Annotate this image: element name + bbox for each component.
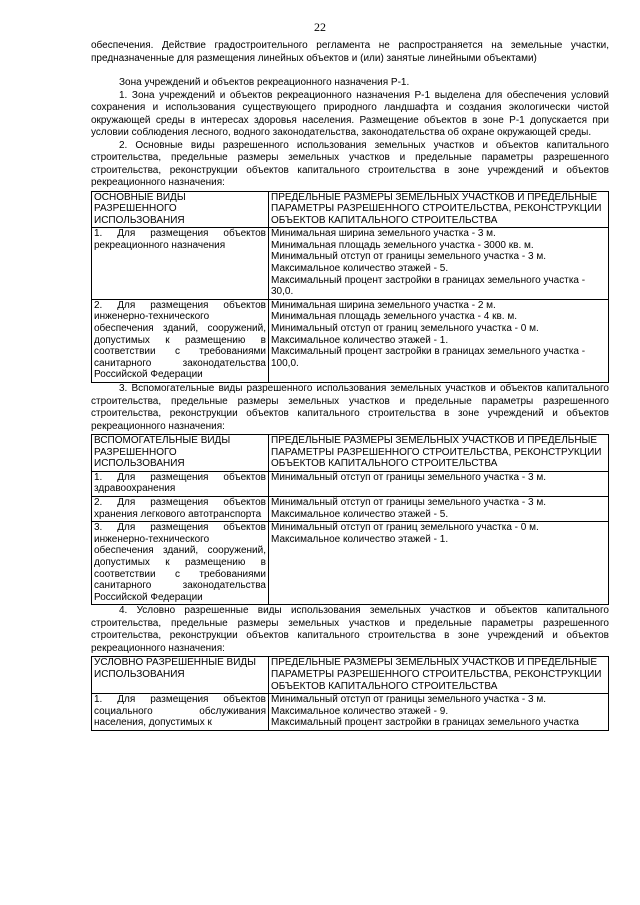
param-line: Минимальный отступ от границ земельного участка - 0 м. — [271, 522, 539, 534]
use-cell: 1. Для размещения объектов социального обслуживания населения, допустимых к — [94, 694, 266, 729]
table-header-right: ПРЕДЕЛЬНЫЕ РАЗМЕРЫ ЗЕМЕЛЬНЫХ УЧАСТКОВ И ПРЕДЕЛЬНЫЕ ПАРАМЕТРЫ РАЗРЕШЕННОГО СТРОИТЕЛЬСТВА, РЕКОНСТРУКЦИИ ОБЪЕКТОВ КАПИТАЛЬНОГО СТРОИТЕЛЬСТВА — [269, 191, 609, 228]
table-row — [92, 496, 609, 521]
param-line: Минимальная площадь земельного участка - 4 кв. м. — [271, 311, 517, 323]
table-header-left: ОСНОВНЫЕ ВИДЫ РАЗРЕШЕННОГО ИСПОЛЬЗОВАНИЯ — [92, 191, 269, 228]
param-line: Максимальный процент застройки в границах земельного участка - 30,0. — [271, 274, 586, 298]
use-cell: 1. Для размещения объектов рекреационного назначения — [94, 228, 266, 251]
param-line: Минимальный отступ от границы земельного участка - 3 м. — [271, 251, 546, 263]
table-header-right: ПРЕДЕЛЬНЫЕ РАЗМЕРЫ ЗЕМЕЛЬНЫХ УЧАСТКОВ И ПРЕДЕЛЬНЫЕ ПАРАМЕТРЫ РАЗРЕШЕННОГО СТРОИТЕЛЬСТВА, РЕКОНСТРУКЦИИ ОБЪЕКТОВ КАПИТАЛЬНОГО СТРОИТЕЛЬСТВА — [269, 657, 609, 694]
paragraph-1: 1. Зона учреждений и объектов рекреационного назначения Р-1 выделена для обеспечения условий сохранения и использования существующего природного ландшафта и создания экологически чистой окружающей среды в интересах здоровья населения. Размещение объектов в зоне Р-1 допускается при условии соблюдения лесного, водного законодательства, законодательства об охране окружающей среды. — [91, 89, 609, 138]
table-row — [92, 522, 609, 605]
param-line: Минимальная ширина земельного участка - 3 м. — [271, 228, 496, 240]
params-cell — [269, 522, 609, 605]
use-cell: 1. Для размещения объектов здравоохранения — [94, 471, 266, 495]
paragraph-4: 4. Условно разрешенные виды использования земельных участков и объектов капитального строительства, предельные размеры земельных участков и предельные параметры разрешенного строительства, реконструкции объектов капитального строительства в зоне учреждений и объектов рекреационного назначения: — [91, 605, 609, 654]
table-row — [92, 471, 609, 496]
paragraph-3: 3. Вспомогательные виды разрешенного использования земельных участков и объектов капитального строительства, предельные размеры земельных участков и предельные параметры разрешенного строительства, реконструкции объектов капитального строительства в зоне учреждений и объектов рекреационного назначения: — [91, 383, 609, 432]
use-cell: 3. Для размещения объектов инженерно-технического обеспечения зданий, сооружений, допустимых к размещению в соответствии с требованиями санитарного законодательства Российской Федерации — [94, 522, 266, 603]
param-line: Минимальная ширина земельного участка - 2 м. — [271, 299, 496, 311]
param-line: Минимальный отступ от границы земельного участка - 3 м. — [271, 694, 546, 706]
paragraph-2: 2. Основные виды разрешенного использования земельных участков и объектов капитального строительства, предельные размеры земельных участков и предельные параметры разрешенного строительства, реконструкции объектов капитального строительства в зоне учреждений и объектов рекреационного назначения: — [91, 139, 609, 188]
param-line: Максимальное количество этажей - 1. — [271, 334, 449, 346]
param-line: Минимальный отступ от границы земельного участка - 3 м. — [271, 471, 546, 483]
document-body — [91, 40, 609, 731]
param-line: Максимальное количество этажей - 1. — [271, 533, 449, 545]
main-uses-table — [91, 191, 609, 384]
table-row — [92, 694, 609, 731]
params-cell — [269, 228, 609, 300]
table-row — [92, 228, 609, 300]
params-cell — [269, 299, 609, 382]
zone-title: Зона учреждений и объектов рекреационного назначения Р-1. — [119, 77, 410, 88]
table-header-row — [92, 435, 609, 472]
intro-paragraph: обеспечения. Действие градостроительного регламента не распространяется на земельные участки, предназначенные для размещения линейных объектов и (или) занятые линейными объектами) — [91, 40, 609, 64]
aux-uses-table — [91, 434, 609, 605]
params-cell — [269, 496, 609, 521]
conditional-uses-table — [91, 656, 609, 731]
table-header-right: ПРЕДЕЛЬНЫЕ РАЗМЕРЫ ЗЕМЕЛЬНЫХ УЧАСТКОВ И ПРЕДЕЛЬНЫЕ ПАРАМЕТРЫ РАЗРЕШЕННОГО СТРОИТЕЛЬСТВА, РЕКОНСТРУКЦИИ ОБЪЕКТОВ КАПИТАЛЬНОГО СТРОИТЕЛЬСТВА — [269, 435, 609, 472]
param-line: Минимальный отступ от границы земельного участка - 3 м. — [271, 496, 546, 508]
table-header-left: ВСПОМОГАТЕЛЬНЫЕ ВИДЫ РАЗРЕШЕННОГО ИСПОЛЬЗОВАНИЯ — [92, 435, 269, 472]
table-row — [92, 299, 609, 382]
table-header-row — [92, 191, 609, 228]
use-cell: 2. Для размещения объектов хранения легкового автотранспорта — [94, 496, 266, 520]
table-header-row — [92, 657, 609, 694]
params-cell — [269, 471, 609, 496]
param-line: Максимальное количество этажей - 9. — [271, 705, 449, 717]
param-line: Максимальный процент застройки в границах земельного участка — [271, 717, 579, 729]
param-line: Минимальная площадь земельного участка - 3000 кв. м. — [271, 239, 534, 251]
param-line: Минимальный отступ от границ земельного участка - 0 м. — [271, 323, 539, 335]
param-line: Максимальное количество этажей - 5. — [271, 263, 449, 275]
param-line: Максимальный процент застройки в границах земельного участка - 100,0. — [271, 346, 586, 369]
page-number: 22 — [314, 20, 326, 34]
param-line: Максимальное количество этажей - 5. — [271, 508, 449, 520]
table-header-left: УСЛОВНО РАЗРЕШЕННЫЕ ВИДЫ ИСПОЛЬЗОВАНИЯ — [92, 657, 269, 694]
use-cell: 2. Для размещения объектов инженерно-технического обеспечения зданий, сооружений, допустимых к размещению в соответствии с требованиями санитарного законодательства Российской Федерации — [94, 299, 266, 381]
params-cell — [269, 694, 609, 731]
